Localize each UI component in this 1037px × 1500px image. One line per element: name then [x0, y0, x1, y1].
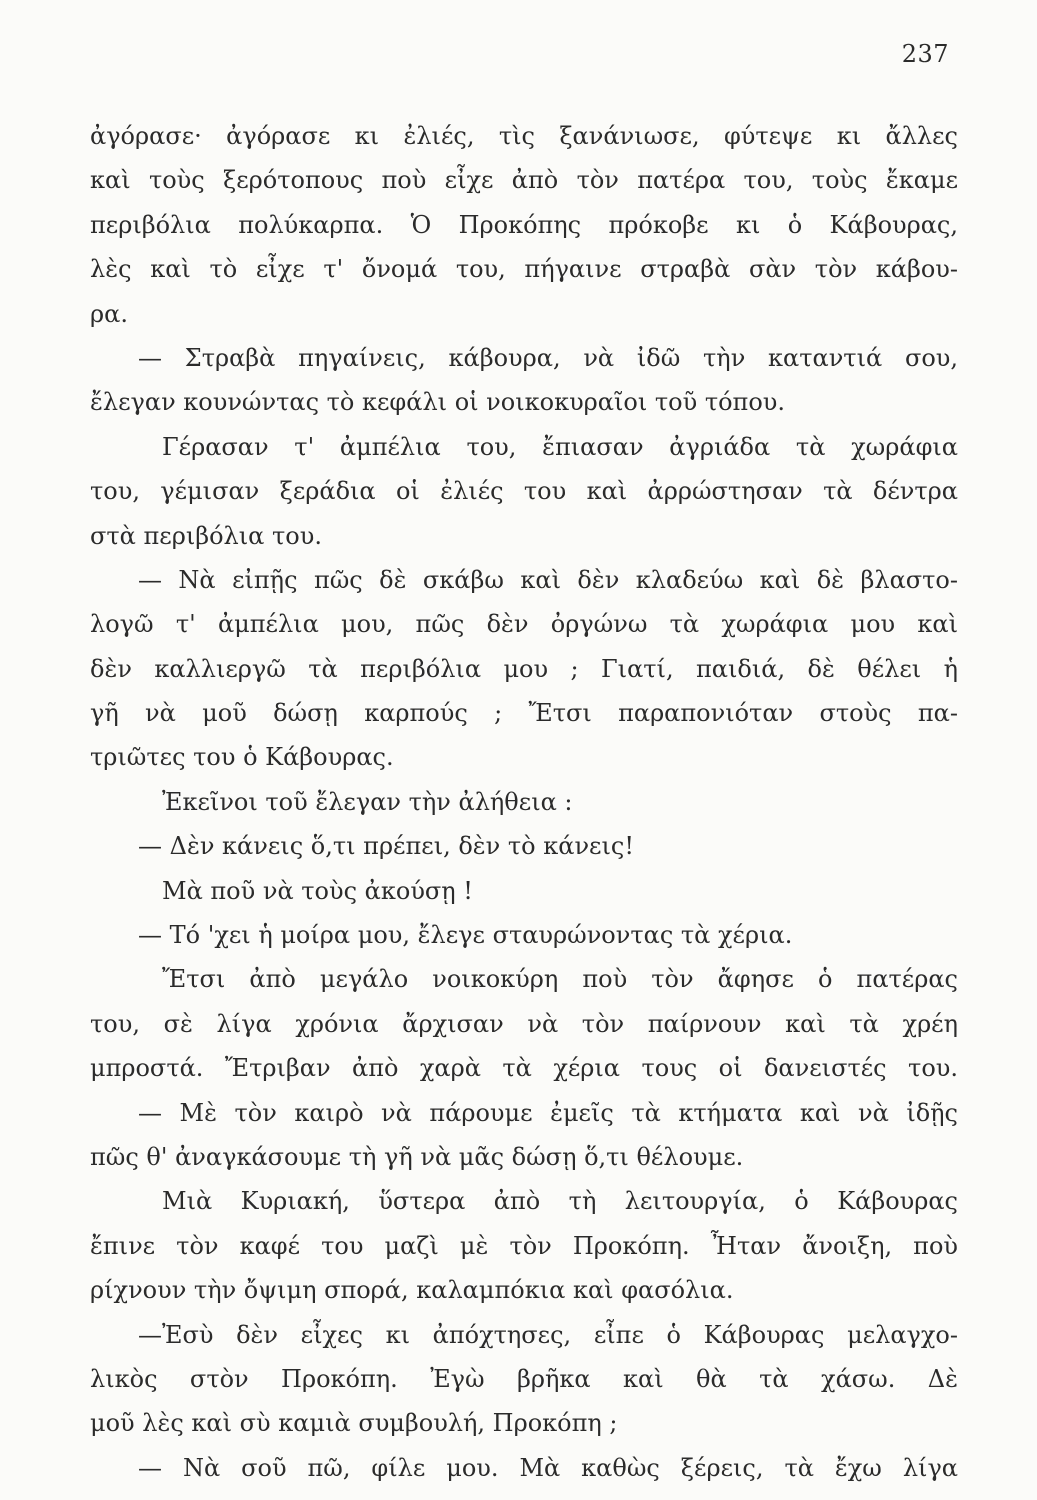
text-line: του, γέμισαν ξεράδια οἱ ἐλιές του καὶ ἀρρώστησαν τὰ δέντρα [90, 477, 958, 506]
text-line: ἔλεγαν κουνώντας τὸ κεφάλι οἱ νοικοκυραῖοι τοῦ τόπου. [90, 388, 785, 417]
text-line: Ἐκεῖνοι τοῦ ἔλεγαν τὴν ἀλήθεια : [162, 787, 573, 816]
text-line: — Νὰ εἰπῇς πῶς δὲ σκάβω καὶ δὲν κλαδεύω καὶ δὲ βλαστο- [138, 565, 958, 594]
text-line: στὰ περιβόλια του. [90, 521, 322, 550]
text-line: περιβόλια πολύκαρπα. Ὁ Προκόπης πρόκοβε κι ὁ Κάβουρας, [90, 210, 958, 239]
text-line: ρίχνουν τὴν ὄψιμη σπορά, καλαμπόκια καὶ φασόλια. [90, 1276, 734, 1305]
text-line: Μιὰ Κυριακή, ὕστερα ἀπὸ τὴ λειτουργία, ὁ Κάβουρας [162, 1187, 958, 1216]
text-line: πῶς θ' ἀναγκάσουμε τὴ γῆ νὰ μᾶς δώσῃ ὅ,τι θέλουμε. [90, 1142, 744, 1171]
text-line: λὲς καὶ τὸ εἶχε τ' ὄνομά του, πήγαινε στραβὰ σὰν τὸν κάβου- [90, 255, 958, 284]
text-line: — Τό 'χει ἡ μοίρα μου, ἔλεγε σταυρώνοντας τὰ χέρια. [138, 921, 793, 950]
text-line: Ἔτσι ἀπὸ μεγάλο νοικοκύρη ποὺ τὸν ἄφησε ὁ πατέρας [162, 965, 958, 994]
text-line: ἔπινε τὸν καφέ του μαζὶ μὲ τὸν Προκόπη. Ἦταν ἄνοιξη, ποὺ [90, 1231, 958, 1260]
text-line: μοῦ λὲς καὶ σὺ καμιὰ συμβουλή, Προκόπη ; [90, 1409, 618, 1438]
text-line: τριῶτες του ὁ Κάβουρας. [90, 743, 394, 772]
text-line: λογῶ τ' ἀμπέλια μου, πῶς δὲν ὀργώνω τὰ χωράφια μου καὶ [90, 610, 958, 639]
text-line: μπροστά. Ἔτριβαν ἀπὸ χαρὰ τὰ χέρια τους οἱ δανειστές του. [90, 1054, 958, 1083]
text-line: — Στραβὰ πηγαίνεις, κάβουρα, νὰ ἰδῶ τὴν καταντιά σου, [138, 343, 958, 372]
text-line: — Δὲν κάνεις ὅ,τι πρέπει, δὲν τὸ κάνεις! [138, 832, 634, 861]
text-line: δὲν καλλιεργῶ τὰ περιβόλια μου ; Γιατί, παιδιά, δὲ θέλει ἡ [90, 654, 958, 683]
text-line: του, σὲ λίγα χρόνια ἄρχισαν νὰ τὸν παίρνουν καὶ τὰ χρέη [90, 1009, 958, 1038]
body-text [90, 114, 958, 1490]
text-line: —Ἐσὺ δὲν εἶχες κι ἀπόχτησες, εἶπε ὁ Κάβουρας μελαγχο- [138, 1320, 958, 1349]
text-line: — Νὰ σοῦ πῶ, φίλε μου. Μὰ καθὼς ξέρεις, τὰ ἔχω λίγα [138, 1453, 958, 1482]
page-number: 237 [901, 40, 949, 68]
text-line: — Μὲ τὸν καιρὸ νὰ πάρουμε ἐμεῖς τὰ κτήματα καὶ νὰ ἰδῇς [138, 1098, 958, 1127]
text-line: ἀγόρασε· ἀγόρασε κι ἐλιές, τὶς ξανάνιωσε, φύτεψε κι ἄλλες [90, 122, 958, 150]
text-line: καὶ τοὺς ξερότοπους ποὺ εἶχε ἀπὸ τὸν πατέρα του, τοὺς ἔκαμε [90, 166, 958, 195]
text-line: Μὰ ποῦ νὰ τοὺς ἀκούσῃ ! [162, 876, 473, 905]
text-line: λικὸς στὸν Προκόπη. Ἐγὼ βρῆκα καὶ θὰ τὰ χάσω. Δὲ [90, 1364, 958, 1393]
text-line: ρα. [90, 299, 128, 328]
text-line: γῆ νὰ μοῦ δώσῃ καρπούς ; Ἔτσι παραπονιόταν στοὺς πα- [90, 699, 958, 728]
text-line: Γέρασαν τ' ἀμπέλια του, ἔπιασαν ἀγριάδα τὰ χωράφια [162, 432, 958, 461]
